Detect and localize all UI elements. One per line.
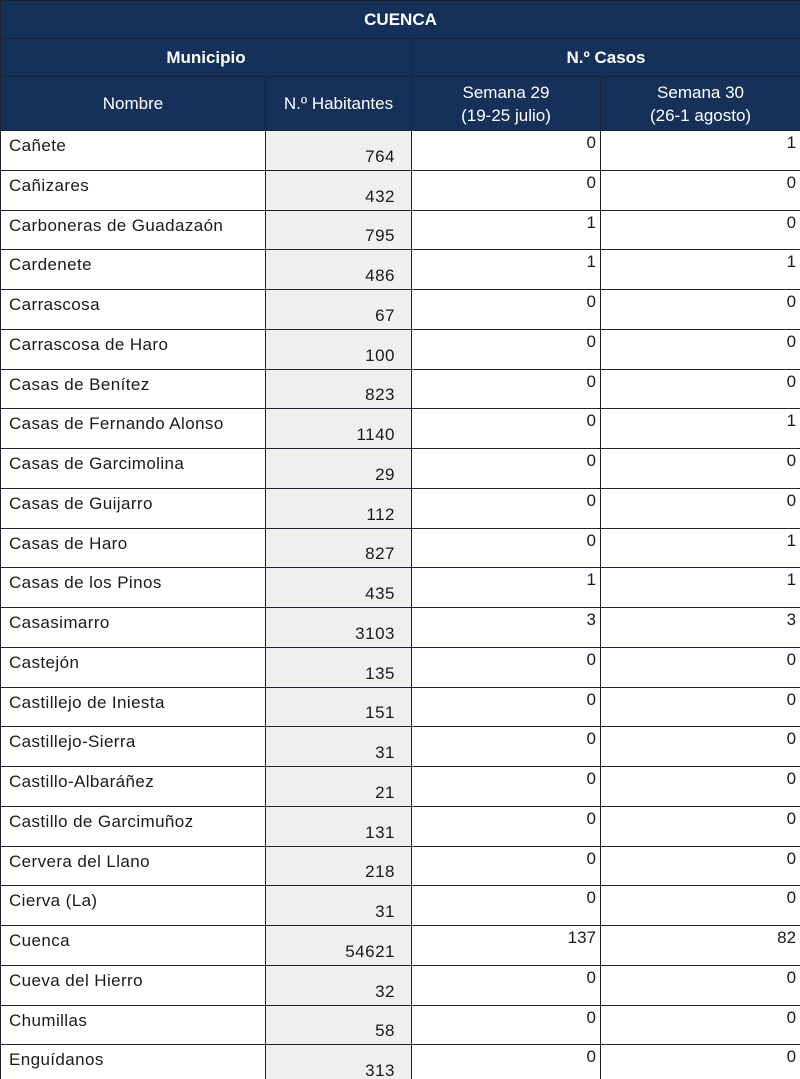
municipio-name-cell: Cuenca <box>1 926 266 966</box>
municipio-name-cell: Carboneras de Guadazaón <box>1 210 266 250</box>
table-row <box>1 409 800 449</box>
table-row <box>1 846 800 886</box>
population-cell: 135 <box>266 647 412 687</box>
table-row <box>1 369 800 409</box>
population-cell: 21 <box>266 767 412 807</box>
semana-29-cases-cell: 0 <box>412 131 601 171</box>
semana-29-label: Semana 29 <box>462 82 550 102</box>
table-row <box>1 568 800 608</box>
table-row <box>1 170 800 210</box>
table-row <box>1 767 800 807</box>
column-header-semana-30 <box>601 77 800 131</box>
semana-30-cases-cell: 0 <box>601 290 800 330</box>
column-header-semana-29 <box>412 77 601 131</box>
table-row <box>1 528 800 568</box>
population-cell: 435 <box>266 568 412 608</box>
table-row <box>1 727 800 767</box>
semana-30-cases-cell: 0 <box>601 449 800 489</box>
municipio-name-cell: Casasimarro <box>1 608 266 648</box>
municipio-name-cell: Castillo-Albaráñez <box>1 767 266 807</box>
semana-29-cases-cell: 0 <box>412 886 601 926</box>
population-cell: 67 <box>266 290 412 330</box>
municipio-name-cell: Cierva (La) <box>1 886 266 926</box>
population-cell: 31 <box>266 727 412 767</box>
population-cell: 486 <box>266 250 412 290</box>
population-cell: 3103 <box>266 608 412 648</box>
column-header-nombre: Nombre <box>1 77 266 131</box>
municipio-name-cell: Casas de los Pinos <box>1 568 266 608</box>
population-cell: 32 <box>266 965 412 1005</box>
semana-30-cases-cell: 0 <box>601 886 800 926</box>
municipio-name-cell: Cardenete <box>1 250 266 290</box>
semana-30-cases-cell: 0 <box>601 1005 800 1045</box>
table-row <box>1 608 800 648</box>
semana-30-cases-cell: 0 <box>601 846 800 886</box>
semana-29-cases-cell: 1 <box>412 250 601 290</box>
population-cell: 100 <box>266 329 412 369</box>
group-header-casos: N.º Casos <box>412 39 800 77</box>
semana-29-cases-cell: 0 <box>412 806 601 846</box>
semana-30-cases-cell: 0 <box>601 965 800 1005</box>
table-row <box>1 1005 800 1045</box>
population-cell: 1140 <box>266 409 412 449</box>
semana-29-cases-cell: 0 <box>412 488 601 528</box>
table-body <box>1 131 800 1079</box>
semana-29-cases-cell: 0 <box>412 1045 601 1079</box>
table-row <box>1 131 800 171</box>
municipio-name-cell: Castillo de Garcimuñoz <box>1 806 266 846</box>
table-row <box>1 647 800 687</box>
table-row <box>1 329 800 369</box>
municipio-name-cell: Casas de Guijarro <box>1 488 266 528</box>
semana-29-cases-cell: 1 <box>412 568 601 608</box>
population-cell: 313 <box>266 1045 412 1079</box>
table-row <box>1 449 800 489</box>
group-header-municipio: Municipio <box>1 39 412 77</box>
population-cell: 31 <box>266 886 412 926</box>
table-row <box>1 926 800 966</box>
municipio-name-cell: Casas de Haro <box>1 528 266 568</box>
table-row <box>1 886 800 926</box>
semana-30-cases-cell: 0 <box>601 806 800 846</box>
semana-30-cases-cell: 0 <box>601 170 800 210</box>
population-cell: 432 <box>266 170 412 210</box>
municipio-name-cell: Casas de Garcimolina <box>1 449 266 489</box>
semana-29-cases-cell: 0 <box>412 1005 601 1045</box>
semana-29-cases-cell: 0 <box>412 727 601 767</box>
column-header-habitantes: N.º Habitantes <box>266 77 412 131</box>
semana-30-cases-cell: 0 <box>601 488 800 528</box>
semana-30-cases-cell: 1 <box>601 131 800 171</box>
table-row <box>1 806 800 846</box>
semana-30-cases-cell: 0 <box>601 210 800 250</box>
population-cell: 112 <box>266 488 412 528</box>
municipio-name-cell: Enguídanos <box>1 1045 266 1079</box>
semana-29-cases-cell: 0 <box>412 965 601 1005</box>
municipio-name-cell: Chumillas <box>1 1005 266 1045</box>
table-row <box>1 210 800 250</box>
semana-29-cases-cell: 1 <box>412 210 601 250</box>
semana-29-cases-cell: 137 <box>412 926 601 966</box>
semana-29-cases-cell: 0 <box>412 846 601 886</box>
table-row <box>1 250 800 290</box>
population-cell: 131 <box>266 806 412 846</box>
semana-30-cases-cell: 0 <box>601 647 800 687</box>
municipio-name-cell: Castejón <box>1 647 266 687</box>
population-cell: 795 <box>266 210 412 250</box>
semana-29-cases-cell: 3 <box>412 608 601 648</box>
semana-30-cases-cell: 0 <box>601 727 800 767</box>
semana-30-cases-cell: 0 <box>601 687 800 727</box>
semana-30-cases-cell: 3 <box>601 608 800 648</box>
table-title: CUENCA <box>1 1 800 39</box>
semana-29-cases-cell: 0 <box>412 528 601 568</box>
municipio-name-cell: Casas de Benítez <box>1 369 266 409</box>
semana-29-cases-cell: 0 <box>412 290 601 330</box>
population-cell: 29 <box>266 449 412 489</box>
semana-30-cases-cell: 1 <box>601 528 800 568</box>
municipio-name-cell: Carrascosa <box>1 290 266 330</box>
table-row <box>1 1045 800 1079</box>
municipio-name-cell: Cueva del Hierro <box>1 965 266 1005</box>
municipio-name-cell: Carrascosa de Haro <box>1 329 266 369</box>
municipio-name-cell: Castillejo-Sierra <box>1 727 266 767</box>
population-cell: 58 <box>266 1005 412 1045</box>
semana-29-cases-cell: 0 <box>412 369 601 409</box>
semana-30-cases-cell: 1 <box>601 409 800 449</box>
semana-29-cases-cell: 0 <box>412 170 601 210</box>
semana-29-cases-cell: 0 <box>412 409 601 449</box>
semana-29-cases-cell: 0 <box>412 329 601 369</box>
population-cell: 827 <box>266 528 412 568</box>
table-row <box>1 965 800 1005</box>
table-row <box>1 687 800 727</box>
municipio-name-cell: Castillejo de Iniesta <box>1 687 266 727</box>
municipio-name-cell: Cañete <box>1 131 266 171</box>
semana-30-range: (26-1 agosto) <box>649 105 752 125</box>
semana-29-cases-cell: 0 <box>412 767 601 807</box>
population-cell: 764 <box>266 131 412 171</box>
table-row <box>1 488 800 528</box>
semana-30-cases-cell: 1 <box>601 250 800 290</box>
semana-30-label: Semana 30 <box>657 82 744 102</box>
population-cell: 54621 <box>266 926 412 966</box>
semana-29-range: (19-25 julio) <box>461 105 551 125</box>
semana-30-cases-cell: 0 <box>601 1045 800 1079</box>
semana-30-cases-cell: 0 <box>601 767 800 807</box>
population-cell: 823 <box>266 369 412 409</box>
semana-29-cases-cell: 0 <box>412 687 601 727</box>
municipio-name-cell: Casas de Fernando Alonso <box>1 409 266 449</box>
municipio-name-cell: Cervera del Llano <box>1 846 266 886</box>
semana-29-cases-cell: 0 <box>412 449 601 489</box>
population-cell: 151 <box>266 687 412 727</box>
semana-30-cases-cell: 0 <box>601 329 800 369</box>
semana-30-cases-cell: 82 <box>601 926 800 966</box>
semana-30-cases-cell: 0 <box>601 369 800 409</box>
municipio-name-cell: Cañizares <box>1 170 266 210</box>
semana-30-cases-cell: 1 <box>601 568 800 608</box>
semana-29-cases-cell: 0 <box>412 647 601 687</box>
population-cell: 218 <box>266 846 412 886</box>
table-row <box>1 290 800 330</box>
